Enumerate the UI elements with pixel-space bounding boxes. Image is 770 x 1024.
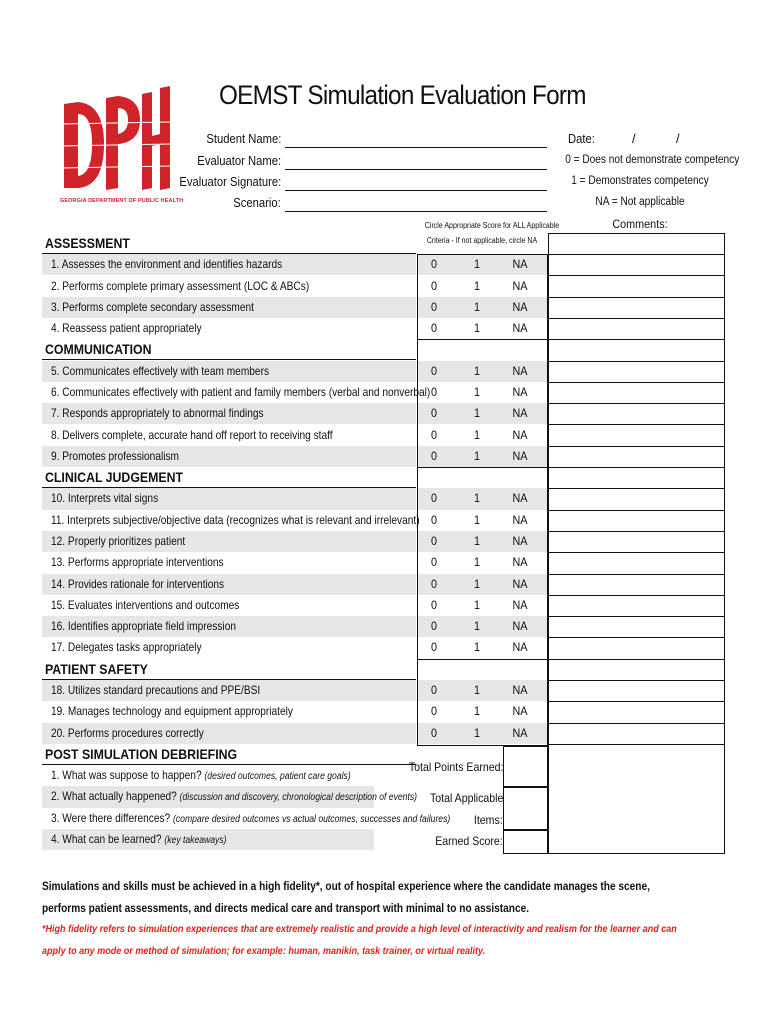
dph-logo (60, 84, 184, 214)
criterion-label: 1. Assesses the environment and identifies hazards (51, 257, 283, 272)
comments-column[interactable] (548, 233, 725, 854)
score-option-0[interactable]: 0 (430, 619, 438, 634)
score-option-0[interactable]: 0 (430, 278, 438, 293)
comment-row-divider (548, 595, 725, 596)
score-option-na[interactable]: NA (512, 406, 528, 421)
debrief-question-text: 4. What can be learned? (51, 831, 165, 846)
scenario-label: Scenario: (233, 196, 281, 210)
criterion-label: 13. Performs appropriate interventions (51, 555, 224, 570)
criterion-label: 7. Responds appropriately to abnormal findings (51, 406, 264, 421)
comment-row-divider (548, 424, 725, 425)
score-option-0[interactable]: 0 (430, 427, 438, 442)
student-name-label: Student Name: (205, 132, 281, 146)
score-option-na[interactable]: NA (512, 491, 528, 506)
date-separator: / (632, 131, 636, 146)
evaluator-signature-field[interactable] (285, 190, 547, 191)
score-option-1[interactable]: 1 (473, 576, 481, 591)
debrief-question-text: 3. Were there differences? (51, 810, 174, 825)
score-option-na[interactable]: NA (512, 533, 528, 548)
score-option-1[interactable]: 1 (473, 640, 481, 655)
score-option-0[interactable]: 0 (430, 725, 438, 740)
date-label: Date: (568, 132, 595, 146)
criterion-row (42, 488, 416, 509)
comment-row-divider (548, 552, 725, 553)
criterion-row (42, 531, 416, 552)
section-title: CLINICAL JUDGEMENT (45, 469, 184, 486)
comment-row-divider (548, 339, 725, 340)
fidelity-requirement-note: Simulations and skills must be achieved in a high fidelity*, out of hospital experience where the candidate manages the scene, performs patient assessments, and directs medical care and transport with minimal to no assistance. (42, 881, 650, 915)
score-option-1[interactable]: 1 (473, 278, 481, 293)
score-option-1[interactable]: 1 (473, 406, 481, 421)
criterion-label: 6. Communicates effectively with patient and family members (verbal and nonverbal) (51, 384, 431, 399)
comment-row-divider (548, 701, 725, 702)
score-option-1[interactable]: 1 (473, 555, 481, 570)
criterion-label: 20. Performs procedures correctly (51, 725, 204, 740)
evaluator-name-label: Evaluator Name: (197, 154, 281, 168)
comment-row-divider (548, 361, 725, 362)
criterion-row (42, 574, 416, 595)
criterion-label: 3. Performs complete secondary assessment (51, 299, 255, 314)
comment-row-divider (548, 659, 725, 660)
debrief-question-row (42, 808, 451, 829)
score-option-0[interactable]: 0 (430, 512, 438, 527)
score-option-1[interactable]: 1 (473, 533, 481, 548)
score-option-1[interactable]: 1 (473, 257, 481, 272)
criterion-label: 15. Evaluates interventions and outcomes (51, 597, 240, 612)
criterion-row (42, 510, 420, 531)
score-option-0[interactable]: 0 (430, 384, 438, 399)
criterion-label: 9. Promotes professionalism (51, 448, 180, 463)
comment-row-divider (548, 531, 725, 532)
score-option-0[interactable]: 0 (430, 555, 438, 570)
score-option-na[interactable]: NA (512, 427, 528, 442)
dph-logo-mark (60, 84, 172, 196)
criterion-row (42, 701, 416, 722)
criterion-label: 16. Identifies appropriate field impression (51, 619, 236, 634)
comment-row-divider (548, 637, 725, 638)
criterion-row (42, 616, 416, 637)
score-option-na[interactable]: NA (512, 384, 528, 399)
comment-row-divider (548, 446, 725, 447)
score-option-na[interactable]: NA (512, 682, 528, 697)
debrief-question-text: 2. What actually happened? (51, 789, 180, 804)
score-divider (417, 659, 548, 660)
section-header (42, 659, 416, 680)
legend-zero: 0 = Does not demonstrate competency (565, 154, 740, 166)
criterion-row (42, 254, 416, 275)
score-option-na[interactable]: NA (512, 448, 528, 463)
circle-note-line1: Circle Appropriate Score for ALL Applicable (424, 221, 560, 230)
criterion-label: 4. Reassess patient appropriately (51, 321, 202, 336)
total-points-earned-box[interactable] (503, 746, 548, 787)
criterion-row (42, 680, 416, 701)
score-option-1[interactable]: 1 (473, 619, 481, 634)
criterion-row (42, 595, 416, 616)
logo-subtitle: GEORGIA DEPARTMENT OF PUBLIC HEALTH (60, 198, 184, 204)
circle-note-line2: Criteria - If not applicable, circle NA (426, 236, 538, 245)
criterion-row (42, 723, 416, 744)
debrief-question-hint: (desired outcomes, patient care goals) (204, 771, 351, 782)
comment-row-divider (548, 318, 725, 319)
comment-row-divider (548, 574, 725, 575)
score-option-na[interactable]: NA (512, 640, 528, 655)
score-option-0[interactable]: 0 (430, 704, 438, 719)
comment-row-divider (548, 297, 725, 298)
criterion-row (42, 637, 416, 658)
comments-header: Comments: (612, 217, 668, 231)
criterion-label: 14. Provides rationale for interventions (51, 576, 225, 591)
evaluator-signature-label: Evaluator Signature: (179, 175, 281, 189)
comment-row-divider (548, 254, 725, 255)
debrief-question-hint: (compare desired outcomes vs actual outcomes, successes and failures) (173, 813, 451, 825)
total-applicable-label-1: Total Applicable (429, 791, 503, 805)
debrief-question-row (42, 786, 418, 807)
score-divider (417, 467, 548, 468)
score-option-na[interactable]: NA (512, 555, 528, 570)
comment-row-divider (548, 403, 725, 404)
criterion-label: 2. Performs complete primary assessment (LOC & ABCs) (51, 278, 310, 293)
scenario-field[interactable] (285, 211, 547, 212)
form-title: OEMST Simulation Evaluation Form (219, 80, 586, 110)
score-option-1[interactable]: 1 (473, 682, 481, 697)
comment-row-divider (548, 488, 725, 489)
score-option-1[interactable]: 1 (473, 321, 481, 336)
score-option-0[interactable]: 0 (430, 299, 438, 314)
score-option-na[interactable]: NA (512, 512, 528, 527)
criterion-row (42, 276, 416, 297)
criterion-label: 19. Manages technology and equipment appropriately (51, 704, 293, 719)
legend-na: NA = Not applicable (595, 196, 685, 208)
score-option-0[interactable]: 0 (430, 491, 438, 506)
criterion-row (42, 318, 416, 339)
score-option-0[interactable]: 0 (430, 363, 438, 378)
score-option-na[interactable]: NA (512, 725, 528, 740)
comment-row-divider (548, 744, 725, 745)
criterion-row (42, 297, 416, 318)
student-name-field[interactable] (285, 147, 547, 148)
criterion-row (42, 446, 416, 467)
score-option-na[interactable]: NA (512, 278, 528, 293)
section-header (42, 233, 416, 254)
score-option-1[interactable]: 1 (473, 448, 481, 463)
comment-row-divider (548, 382, 725, 383)
comment-row-divider (548, 723, 725, 724)
score-option-0[interactable]: 0 (430, 448, 438, 463)
score-option-0[interactable]: 0 (430, 406, 438, 421)
score-option-1[interactable]: 1 (473, 597, 481, 612)
score-option-0[interactable]: 0 (430, 257, 438, 272)
circle-score-instructions (424, 218, 560, 248)
score-column (417, 254, 548, 746)
score-option-1[interactable]: 1 (473, 363, 481, 378)
total-applicable-box[interactable] (503, 787, 548, 830)
comment-row-divider (548, 275, 725, 276)
score-option-0[interactable]: 0 (430, 533, 438, 548)
fidelity-definition-note: *High fidelity refers to simulation experiences that are extremely realistic and provide a high level of interactivity and realism for the learner and can apply to any mode or method of simulation; for example: human, manikin, task trainer, or virtual reality. (42, 923, 677, 957)
score-option-0[interactable]: 0 (430, 640, 438, 655)
score-option-0[interactable]: 0 (430, 576, 438, 591)
evaluator-name-field[interactable] (285, 169, 547, 170)
debrief-question-hint: (discussion and discovery, chronological description of events) (179, 792, 418, 804)
score-option-1[interactable]: 1 (473, 427, 481, 442)
score-option-na[interactable]: NA (512, 597, 528, 612)
score-option-na[interactable]: NA (512, 619, 528, 634)
section-title: COMMUNICATION (45, 341, 152, 358)
debrief-question (51, 811, 450, 825)
section-header (42, 339, 416, 360)
score-option-1[interactable]: 1 (473, 384, 481, 399)
earned-score-label: Earned Score: (435, 834, 503, 848)
section-title: POST SIMULATION DEBRIEFING (45, 745, 238, 762)
legend-one: 1 = Demonstrates competency (571, 175, 709, 187)
criterion-label: 5. Communicates effectively with team members (51, 363, 270, 378)
score-option-0[interactable]: 0 (430, 597, 438, 612)
score-divider (417, 339, 548, 340)
score-option-1[interactable]: 1 (473, 725, 481, 740)
score-option-1[interactable]: 1 (473, 491, 481, 506)
criterion-label: 18. Utilizes standard precautions and PPE/BSI (51, 682, 261, 697)
score-option-na[interactable]: NA (512, 321, 528, 336)
debrief-question-row (42, 829, 374, 850)
criterion-label: 10. Interprets vital signs (51, 491, 159, 506)
section-title: PATIENT SAFETY (45, 660, 148, 677)
criterion-label: 12. Properly prioritizes patient (51, 533, 186, 548)
debrief-question-text: 1. What was suppose to happen? (51, 768, 205, 782)
criterion-row (42, 425, 416, 446)
debrief-question (51, 789, 417, 803)
score-option-0[interactable]: 0 (430, 682, 438, 697)
comment-row-divider (548, 467, 725, 468)
criterion-row (42, 361, 416, 382)
comment-row-divider (548, 680, 725, 681)
score-option-1[interactable]: 1 (473, 704, 481, 719)
score-option-1[interactable]: 1 (473, 299, 481, 314)
date-separator: / (676, 131, 680, 146)
debrief-question-row (42, 765, 374, 786)
total-applicable-label-2: Items: (474, 813, 503, 827)
total-points-earned-label: Total Points Earned: (408, 760, 503, 774)
comment-row-divider (548, 616, 725, 617)
criterion-row (42, 403, 416, 424)
comment-row-divider (548, 510, 725, 511)
criterion-row (42, 552, 416, 573)
score-option-na[interactable]: NA (512, 363, 528, 378)
section-header (42, 744, 416, 765)
criterion-label: 11. Interprets subjective/objective data (recognizes what is relevant and irrelevant) (51, 512, 420, 527)
section-header (42, 467, 416, 488)
score-option-1[interactable]: 1 (473, 512, 481, 527)
debrief-question-hint: (key takeaways) (164, 834, 227, 846)
criterion-label: 17. Delegates tasks appropriately (51, 640, 202, 655)
section-title: ASSESSMENT (45, 235, 130, 251)
debrief-question (51, 832, 227, 846)
debrief-question (51, 768, 351, 782)
criterion-label: 8. Delivers complete, accurate hand off report to receiving staff (51, 427, 333, 442)
score-option-na[interactable]: NA (512, 299, 528, 314)
criterion-row (42, 382, 431, 403)
score-option-na[interactable]: NA (512, 257, 528, 272)
score-option-na[interactable]: NA (512, 576, 528, 591)
score-option-0[interactable]: 0 (430, 321, 438, 336)
score-option-na[interactable]: NA (512, 704, 528, 719)
earned-score-box[interactable] (503, 830, 548, 854)
